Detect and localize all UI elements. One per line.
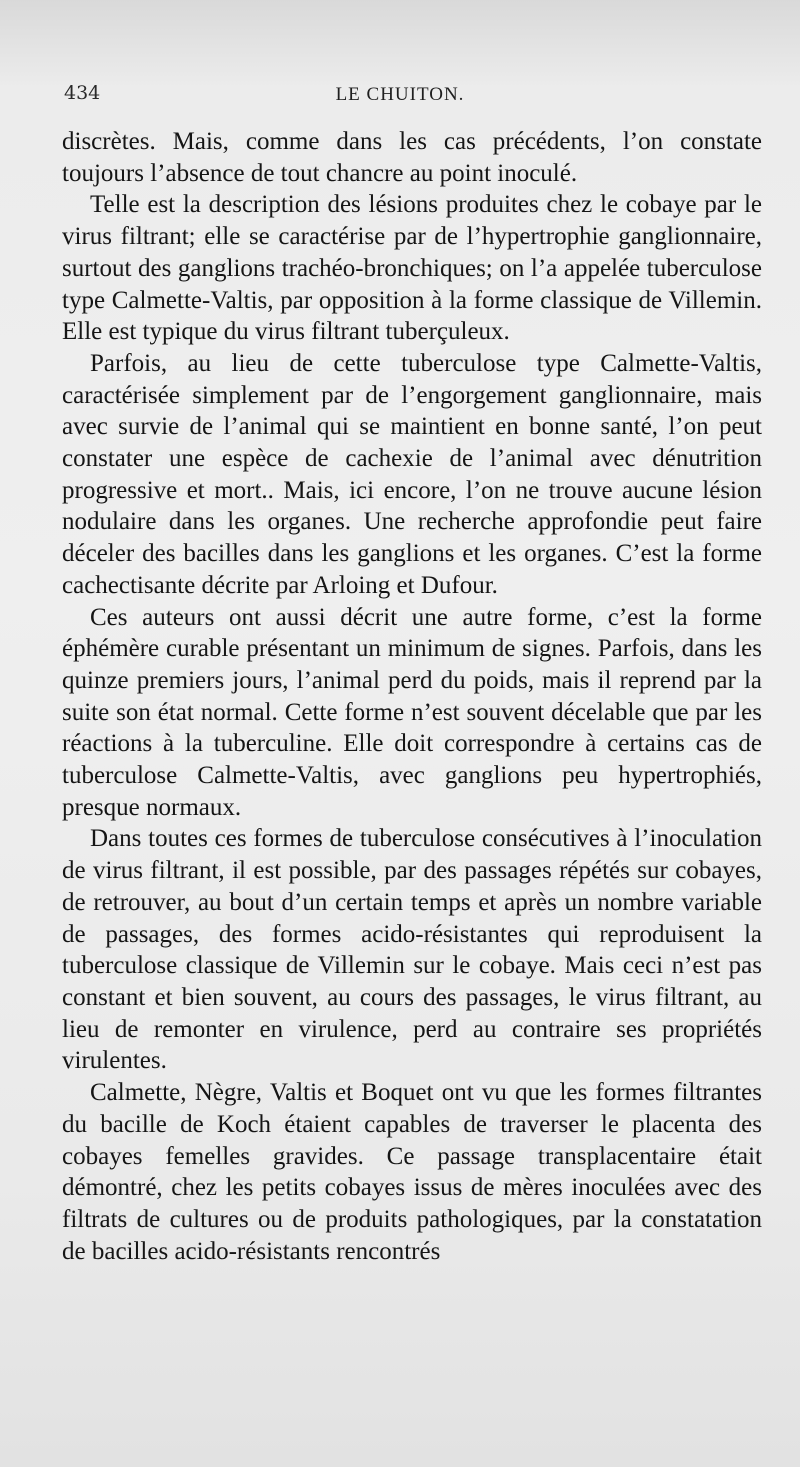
paragraph: Parfois, au lieu de cette tuberculose type Calmette-Valtis, caractérisée simplement par de l’engorgement ganglionnaire, mais avec survie de l’animal qui se maintient en bonne santé, l’on peut constater une espèce de cachexie de l’animal avec dénutrition progressive et mort.. Mais, ici encore, l’on ne trouve aucune lésion nodulaire dans les organes. Une recherche approfondie peut faire déceler des bacilles dans les ganglions et les organes. C’est la forme cachectisante décrite par Arloing et Dufour. [62,349,762,599]
page-number: 434 [64,82,101,104]
paragraph: Dans toutes ces formes de tuberculose consécutives à l’inoculation de virus filtrant, il est possible, par des passages répétés sur cobayes, de retrouver, au bout d’un certain temps et après un nombre variable de passages, des formes acido-résistantes qui reproduisent la tuberculose classique de Villemin sur le cobaye. Mais ceci n’est pas constant et bien souvent, au cours des passages, le virus filtrant, au lieu de remonter en virulence, perd au contraire ses propriétés virulentes. [62,825,762,1075]
paragraph: Calmette, Nègre, Valtis et Boquet ont vu que les formes filtrantes du bacille de Koch étaient capables de traverser le placenta des cobayes femelles gravides. Ce passage transplacentaire était démontré, chez les petits cobayes issus de mères inoculées avec des filtrats de cultures ou de produits pathologiques, par la constatation de bacilles acido-résistants rencontrés [62,1079,762,1265]
running-title: LE CHUITON. [335,84,465,105]
paragraph: Ces auteurs ont aussi décrit une autre forme, c’est la forme éphémère curable présentant un minimum de signes. Parfois, dans les quinze premiers jours, l’animal perd du poids, mais il reprend par la suite son état normal. Cette forme n’est souvent décelable que par les réactions à la tuberculine. Elle doit correspondre à certains cas de tuberculose Calmette-Valtis, avec ganglions peu hypertrophiés, presque normaux. [62,603,762,821]
body-text [62,126,762,1267]
paragraph: Telle est la description des lésions produites chez le cobaye par le virus filtrant; elle se caractérise par de l’hypertrophie ganglionnaire, surtout des ganglions trachéo-bronchiques; on l’a appelée tuberculose type Calmette-Valtis, par opposition à la forme classique de Villemin. Elle est typique du virus filtrant tuberçuleux. [62,191,762,346]
paragraph-continued: discrètes. Mais, comme dans les cas précédents, l’on constate toujours l’absence de tout chancre au point inoculé. [62,128,762,187]
